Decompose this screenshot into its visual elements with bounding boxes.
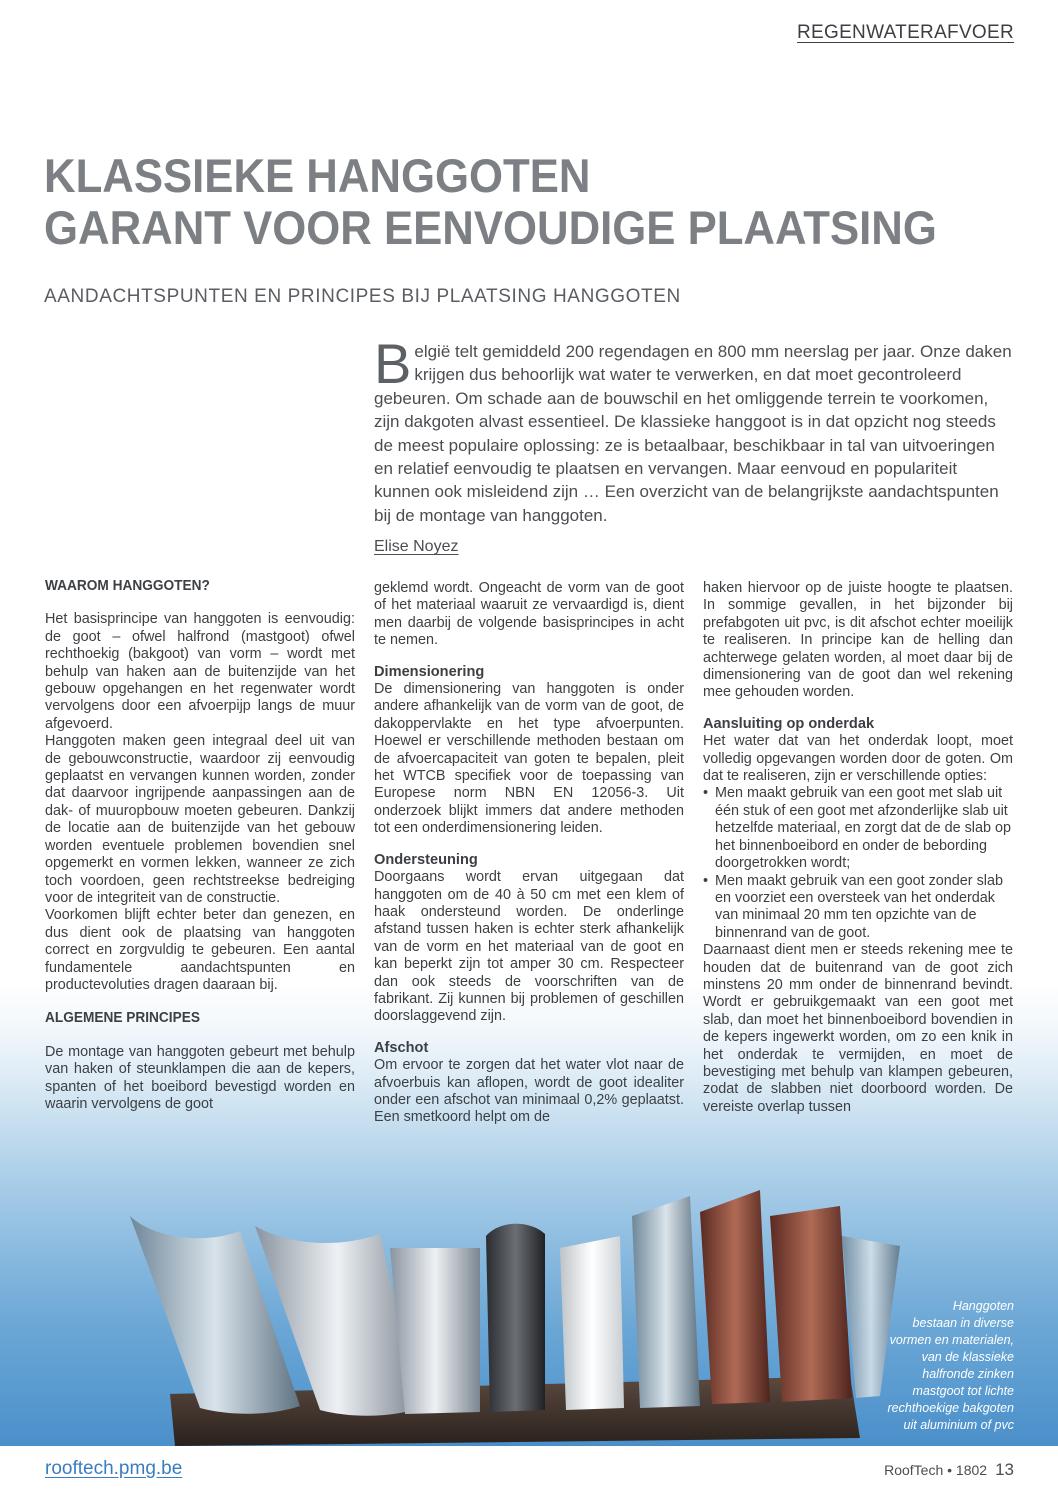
caption-line: mastgoot tot lichte [912, 1384, 1014, 1398]
heading-afschot: Afschot [374, 1039, 429, 1056]
caption-line: vormen en materialen, [889, 1333, 1014, 1347]
article-title [44, 150, 955, 254]
author-byline: Elise Noyez [374, 538, 459, 555]
paragraph: Hanggoten maken geen integraal deel uit van de gebouwconstructie, waardoor zij eenvoudig geplaatst en vervangen kunnen worden, zonder dat daarvoor ingrijpende aanpassingen aan de dak- of muuropbouw moeten gebeuren. Dankzij de locatie aan de buitenzijde van het gebouw worden eventuele problemen bovendien snel opgemerkt en vormen lekken, wanneer ze zich toch voordoen, geen rechtstreekse bedreiging voor de integriteit van de constructie. [45, 733, 355, 906]
caption-line: halfronde zinken [922, 1367, 1014, 1381]
caption-line: Hanggoten [952, 1299, 1014, 1313]
photo-caption [844, 1298, 1014, 1434]
heading-dimensionering: Dimensionering [374, 663, 485, 680]
paragraph: De dimensionering van hanggoten is onder andere afhankelijk van de vorm van de goot, de dakoppervlakte en het type afvoerpunten. Hoewel er verschillende methoden bestaan om de afvoercapaciteit van goten te bepalen, pleit het WTCB specifiek voor de toepassing van Europese norm NBN EN 12056-3. Uit onderzoek blijkt immers dat andere methoden tot een onderdimensionering leiden. [374, 681, 684, 837]
title-line-2: GARANT VOOR EENVOUDIGE PLAATSING [44, 201, 937, 254]
footer-issue [884, 1460, 1014, 1480]
heading-ondersteuning: Ondersteuning [374, 851, 478, 868]
section-label: REGENWATERAFVOER [797, 22, 1014, 43]
options-list [703, 785, 1013, 942]
caption-line: rechthoekige bakgoten [887, 1401, 1014, 1415]
heading-waarom: WAAROM HANGGOTEN? [45, 578, 210, 594]
website-link[interactable]: rooftech.pmg.be [45, 1458, 183, 1479]
intro-text: elgië telt gemiddeld 200 regendagen en 800 mm neerslag per jaar. Onze daken krijgen dus behoorlijk wat water te verwerken, en dat moet gecontroleerd gebeuren. Om schade aan de bouwschil en het omliggende terrein te voorkomen, zijn dakgoten alvast essentieel. De klassieke hanggoot is in dat opzicht nog steeds de meest populaire oplossing: ze is betaalbaar, beschikbaar in tal van uitvoeringen en relatief eenvoudig te plaatsen en vervangen. Maar eenvoud en populariteit kunnen ook misleidend zijn … Een overzicht van de belangrijkste aandachtspunten bij de montage van hanggoten. [374, 342, 1012, 525]
list-item: • Men maakt gebruik van een goot met slab uit één stuk of een goot met afzonderlijke slab uit hetzelfde materiaal, en zorgt dat de de slab op het binnenboeibord en onder de bebording doorgetrokken wordt; [703, 785, 1013, 872]
heading-algemene-principes: ALGEMENE PRINCIPES [45, 1010, 200, 1027]
paragraph: Daarnaast dient men er steeds rekening mee te houden dat de buitenrand van de goot zich minstens 20 mm onder de binnenrand bevindt. Wordt er gebruikgemaakt van een goot met slab, dan moet het binnenboeibord bovendien in de kepers ingewerkt worden, om zo een knik in het onderdak te vermijden, en moet de bevestiging met behulp van klampen gebeuren, zodat de slabben niet doorboord worden. De vereiste overlap tussen [703, 942, 1013, 1115]
article-subtitle: AANDACHTSPUNTEN EN PRINCIPES BIJ PLAATSING HANGGOTEN [44, 286, 681, 307]
paragraph: Het water dat van het onderdak loopt, moet volledig opgevangen worden door de goten. Om dat te realiseren, zijn er verschillende opties: [703, 733, 1013, 785]
caption-line: uit aluminium of pvc [903, 1418, 1014, 1432]
paragraph: Om ervoor te zorgen dat het water vlot naar de afvoerbuis kan aflopen, wordt de goot idealiter onder een afschot van minimaal 0,2% geplaatst. Een smetkoord helpt om de [374, 1057, 684, 1126]
heading-aansluiting-onderdak: Aansluiting op onderdak [703, 715, 875, 732]
dropcap: B [374, 332, 412, 395]
intro-paragraph [374, 332, 1014, 527]
text-column-1 [45, 578, 355, 1113]
paragraph: Doorgaans wordt ervan uitgegaan dat hanggoten om de 40 à 50 cm met een klem of haak ondersteund worden. De onderlinge afstand tussen haken is echter sterk afhankelijk van de vorm en het materiaal van de goot en kan beperkt zijn tot amper 30 cm. Respecteer dan ook steeds de voorschriften van de fabrikant. Zij kunnen bij problemen of geschillen doorslaggevend zijn. [374, 869, 684, 1025]
paragraph: haken hiervoor op de juiste hoogte te plaatsen. In sommige gevallen, in het bijzonder bij prefabgoten uit pvc, is dit afschot echter moeilijk te realiseren. In principe kan de helling dan achterwege gelaten worden, al moet daar bij de dimensionering van de goot dan wel rekening mee gehouden worden. [703, 580, 1013, 701]
text-column-3 [703, 580, 1013, 1116]
paragraph: geklemd wordt. Ongeacht de vorm van de goot of het materiaal waaruit ze vervaardigd is, dient men daarbij de volgende basisprincipes in acht te nemen. [374, 580, 684, 649]
title-line-1: KLASSIEKE HANGGOTEN [44, 149, 591, 202]
text-column-2 [374, 580, 684, 1127]
paragraph: Het basisprincipe van hanggoten is eenvoudig: de goot – ofwel halfrond (mastgoot) ofwel rechthoekig (bakgoot) van vorm – wordt met behulp van haken aan de buitenzijde van het gebouw opgehangen en het regenwater wordt vervolgens door een afvoerpijp langs de muur afgevoerd. [45, 611, 355, 732]
page-number: 13 [995, 1460, 1014, 1479]
list-item: • Men maakt gebruik van een goot zonder slab en voorziet een oversteek van het onderdak van minimaal 20 mm ten opzichte van de binnenrand van de goot. [703, 873, 1013, 943]
caption-line: bestaan in diverse [912, 1316, 1014, 1330]
paragraph: Voorkomen blijft echter beter dan genezen, en dus dient ook de plaatsing van hanggoten correct en zorgvuldig te gebeuren. Een aantal fundamentele aandachtspunten en productevoluties dragen daaraan bij. [45, 907, 355, 993]
paragraph: De montage van hanggoten gebeurt met behulp van haken of steunklampen die aan de kepers, spanten of het boeibord bevestigd worden en waarin vervolgens de goot [45, 1043, 355, 1112]
magazine-issue: RoofTech • 1802 [884, 1462, 988, 1478]
caption-line: van de klassieke [921, 1350, 1014, 1364]
